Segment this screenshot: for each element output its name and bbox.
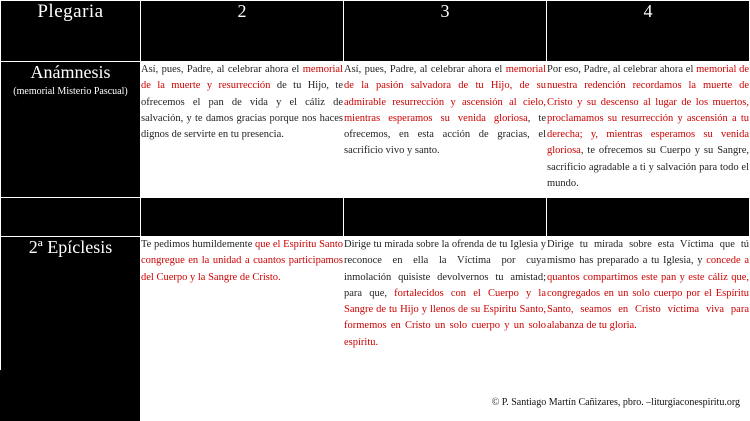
row-label-anamnesis [1, 62, 141, 198]
spacer-cell-4 [547, 198, 750, 237]
cell-text [141, 237, 343, 286]
header-cell-prayer [1, 1, 141, 62]
cell-text [141, 62, 343, 143]
spacer-cell-3 [344, 198, 547, 237]
cell-text [547, 62, 749, 192]
highlighted-text: fortalecidos con el Cuerpo y la Sangre de tu Hijo y llenos de su Espíritu Santo, formemos en Cristo un solo cuerpo y un solo espíritu. [344, 287, 546, 348]
plain-text: Dirige tu mirada sobre la ofrenda de tu Iglesia y reconoce en ella la Víctima por cuya inmolación quisiste devolvernos tu amistad; para que, [344, 239, 546, 299]
cell-epiclesis-4 [547, 237, 750, 373]
highlighted-text: memorial de nuestra redención recordamos la muerte de Cristo y su descenso al lugar de los muertos, proclamamos su resurrección y ascensión a tu derecha; y, mientras esperamos su venida gloriosa [547, 64, 750, 157]
header-number-4: 4 [643, 1, 653, 21]
highlighted-text: memorial de la pasión salvadora de tu Hijo, de su admirable resurrección y ascensión al cielo, mientras esperamos su venida gloriosa [344, 64, 546, 124]
table-spacer-row [1, 198, 750, 237]
header-number-2: 2 [237, 1, 247, 21]
row-label-subtitle-anamnesis: (memorial Misterio Pascual) [13, 85, 128, 97]
header-label-prayer: Plegaria [37, 1, 104, 22]
plain-text: de tu Hijo, te ofrecemos el pan de vida y el cáliz de salvación, y te damos gracias porque nos haces dignos de servirte en tu presencia. [141, 80, 344, 141]
header-cell-column-3 [344, 1, 547, 62]
cell-text [344, 237, 546, 351]
cell-epiclesis-3 [344, 237, 547, 373]
row-label-title-anamnesis: Anámnesis [30, 62, 111, 82]
plain-text: Así, pues, Padre, al celebrar ahora el [344, 64, 506, 75]
footer-credit: © P. Santiago Martín Cañizares, pbro. –liturgiaconespiritu.org [491, 397, 740, 408]
cell-anamnesis-4 [547, 62, 750, 198]
row-label-epiclesis [1, 237, 141, 373]
plain-text: Por eso, Padre, al celebrar ahora el [547, 64, 697, 75]
highlighted-text: concede a quantos compartimos este pan y este cáliz que, congregados en un solo cuerpo por el Espíritu Santo, seamos en Cristo víctima viva para alabanza de tu gloria. [547, 255, 749, 332]
header-cell-column-2 [141, 1, 344, 62]
cell-text [547, 237, 749, 335]
cell-text [344, 62, 546, 160]
cell-epiclesis-2 [141, 237, 344, 373]
plain-text: Dirige tu mirada sobre esta Víctima que tú mismo has preparado a tu Iglesia, y [547, 239, 749, 267]
spacer-label [1, 198, 141, 237]
highlighted-text: memorial de la muerte y resurrección [141, 64, 343, 92]
table-row [1, 62, 750, 198]
row-label-title-epiclesis: 2ª Epíclesis [28, 237, 113, 257]
spacer-cell-2 [141, 198, 344, 237]
plain-text: , te ofrecemos, en esta acción de gracias, el sacrificio vivo y santo. [344, 112, 547, 157]
cell-anamnesis-2 [141, 62, 344, 198]
footer [0, 397, 750, 417]
header-number-3: 3 [440, 1, 450, 21]
plain-text: Así, pues, Padre, al celebrar ahora el [141, 64, 303, 75]
table-row [1, 237, 750, 373]
table-header-row [1, 1, 750, 62]
footer-left-block [0, 391, 140, 417]
plain-text: , te ofrecemos su Cuerpo y su Sangre, sacrificio agradable a ti y salvación para todo el mundo. [547, 145, 749, 189]
cell-anamnesis-3 [344, 62, 547, 198]
header-cell-column-4 [547, 1, 750, 62]
plain-text: Te pedimos humildemente [141, 239, 256, 250]
highlighted-text: que el Espíritu Santo congregue en la unidad a cuantos participamos del Cuerpo y la Sangre de Cristo. [141, 239, 343, 283]
